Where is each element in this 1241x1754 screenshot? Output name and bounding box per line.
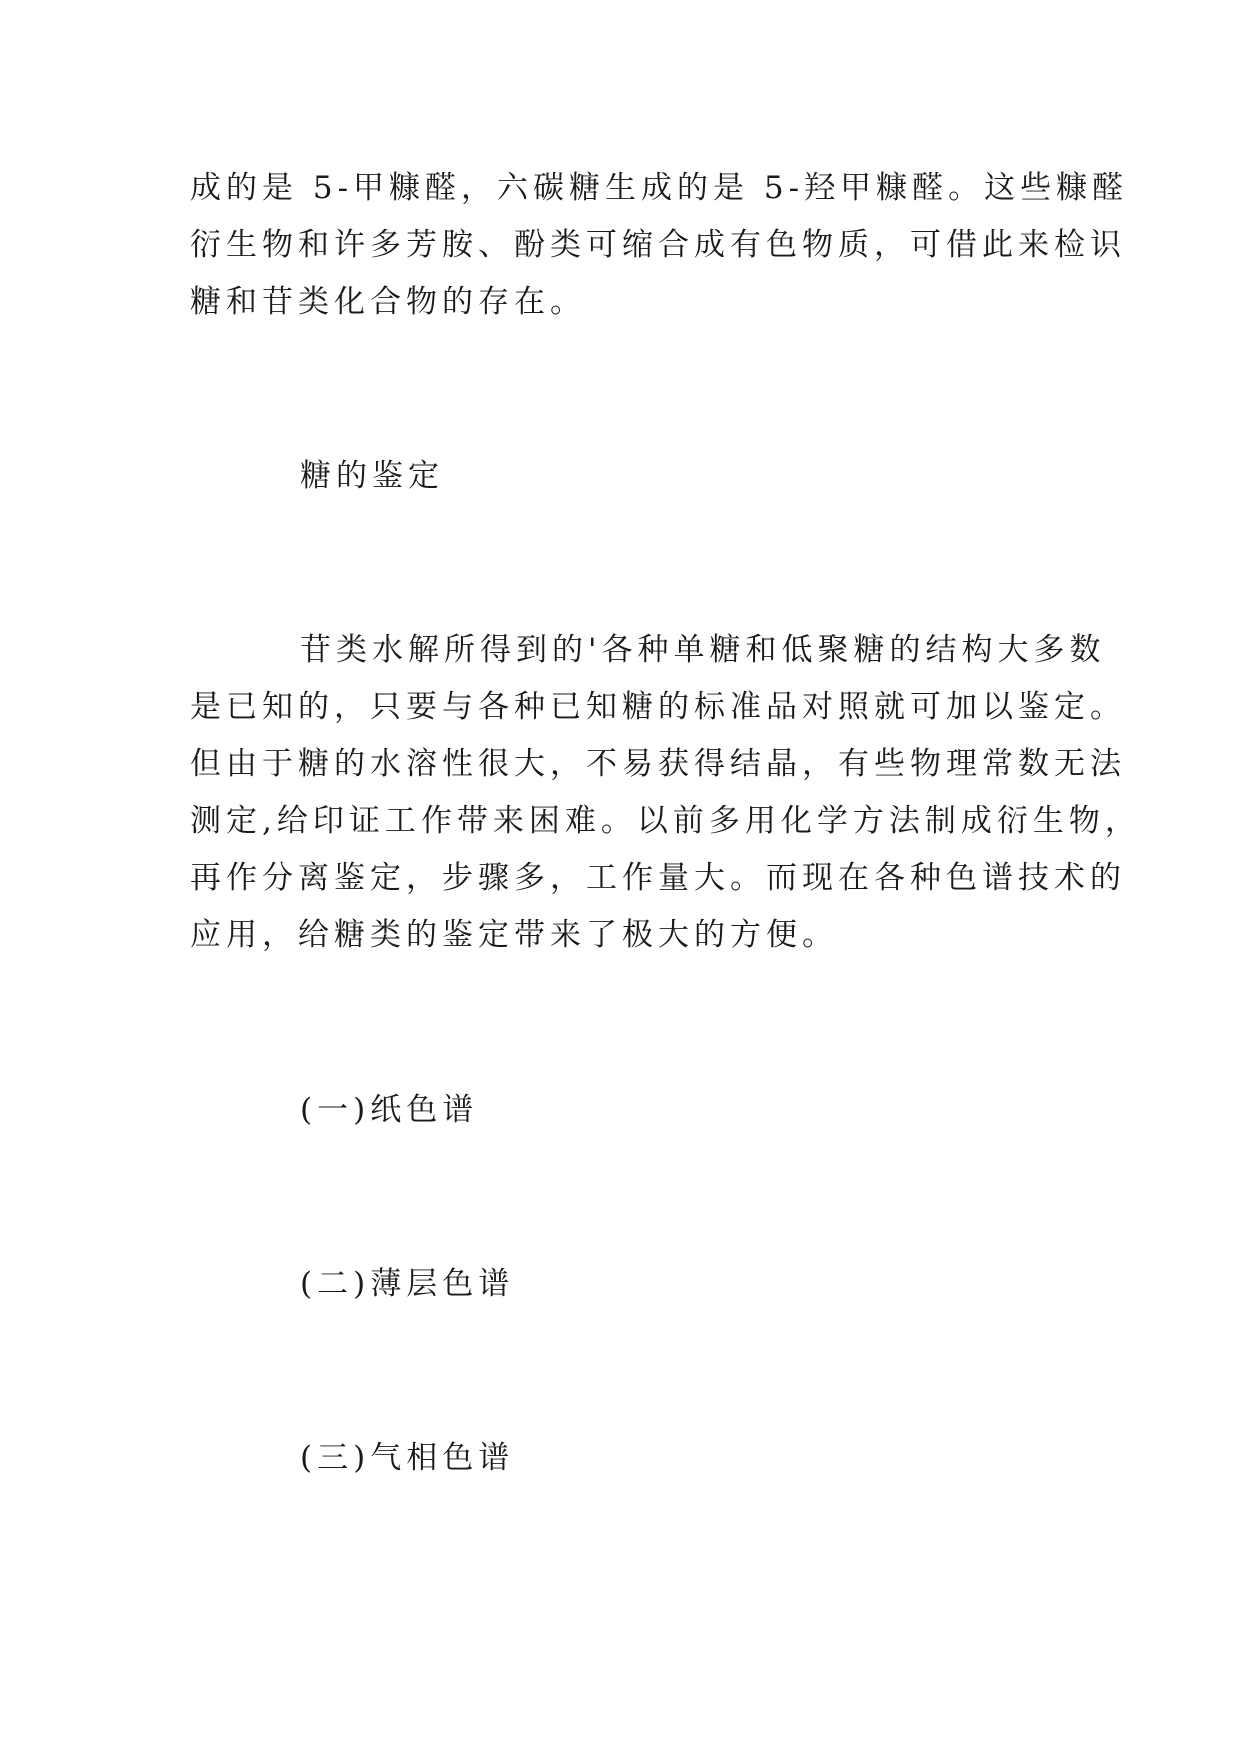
paragraph-line: 但由于糖的水溶性很大，不易获得结晶，有些物理常数无法	[190, 746, 1126, 782]
paragraph-line: 成的是 5-甲糠醛，六碳糖生成的是 5-羟甲糠醛。这些糠醛	[190, 170, 1129, 206]
paragraph-line: 再作分离鉴定，步骤多，工作量大。而现在各种色谱技术的	[190, 860, 1126, 896]
subsection-heading: (一)纸色谱	[300, 1092, 479, 1128]
paragraph-line: 苷类水解所得到的'各种单糖和低聚糖的结构大多数	[300, 632, 1106, 668]
paragraph-line: 测定,给印证工作带来困难。以前多用化学方法制成衍生物，	[190, 803, 1141, 839]
subsection-heading: (二)薄层色谱	[300, 1266, 515, 1302]
paragraph-line: 是已知的，只要与各种已知糖的标准品对照就可加以鉴定。	[190, 689, 1126, 725]
paragraph-line: 应用，给糖类的鉴定带来了极大的方便。	[190, 917, 838, 953]
subsection-heading: (三)气相色谱	[300, 1440, 515, 1476]
paragraph-line: 衍生物和许多芳胺、酚类可缩合成有色物质，可借此来检识	[190, 227, 1126, 263]
section-heading: 糖的鉴定	[300, 458, 444, 494]
paragraph-line: 糖和苷类化合物的存在。	[190, 284, 586, 320]
